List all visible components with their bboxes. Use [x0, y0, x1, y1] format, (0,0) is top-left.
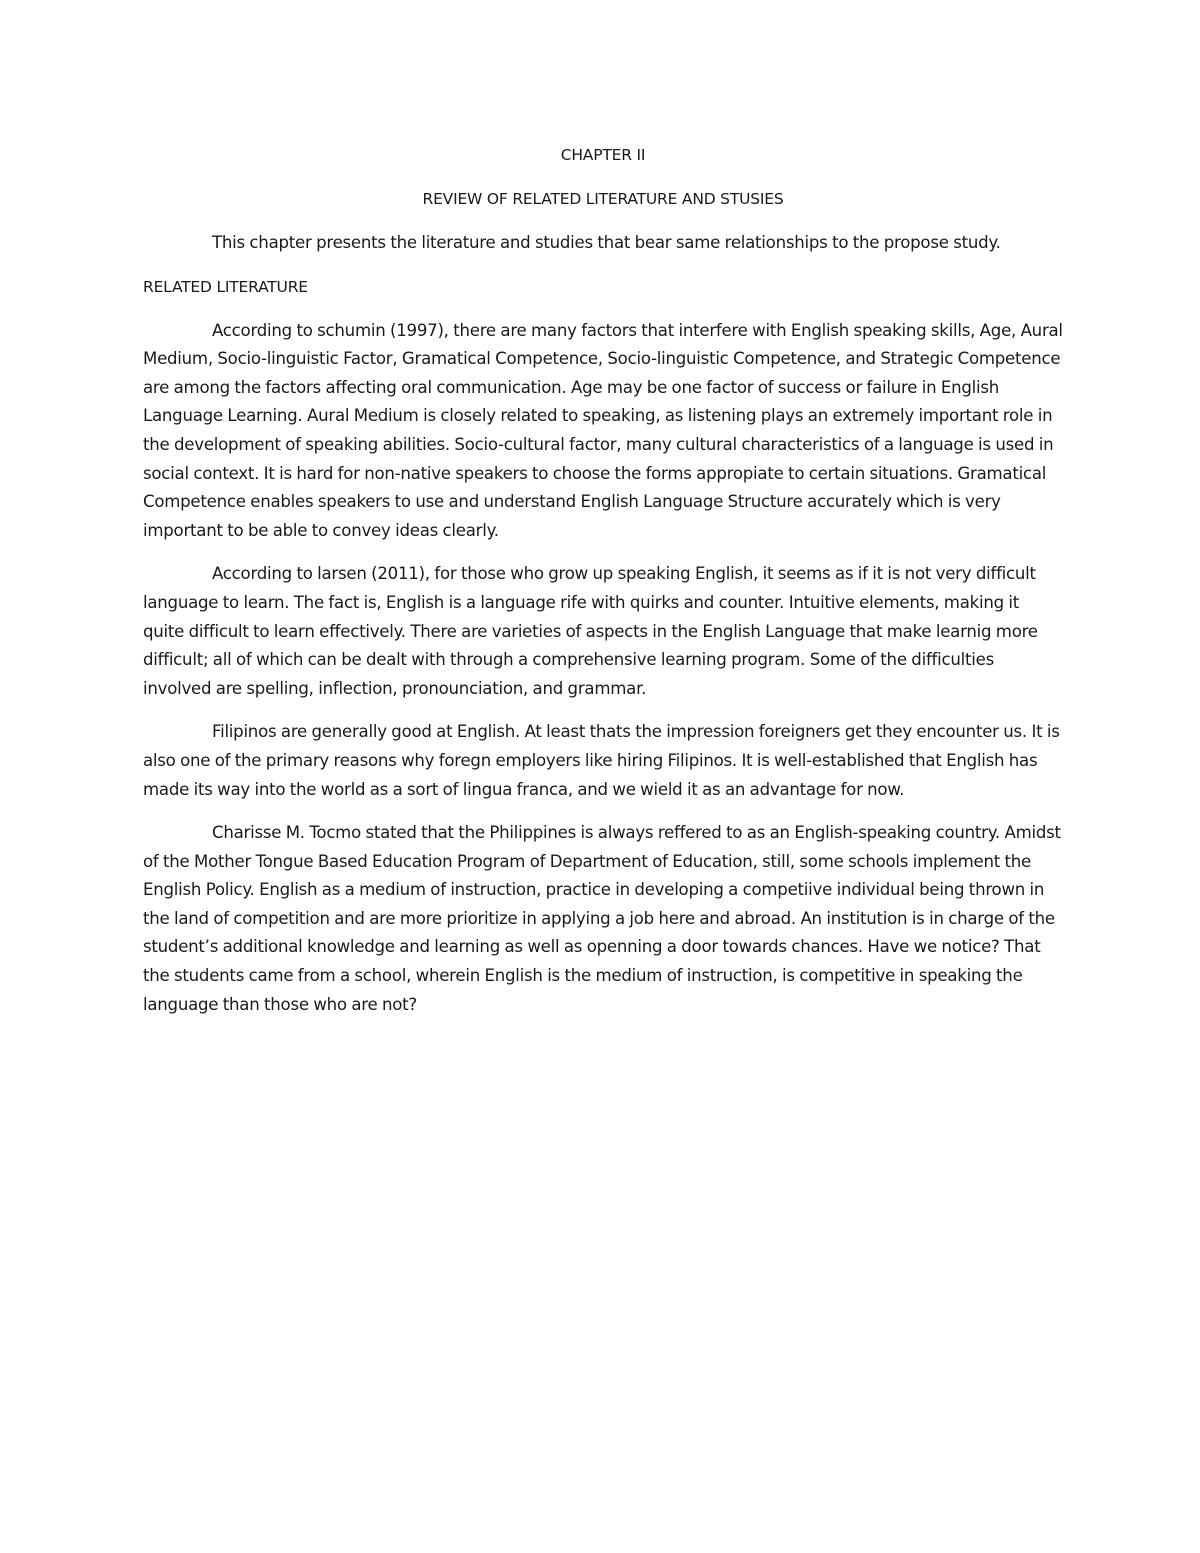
paragraph-tocmo: Charisse M. Tocmo stated that the Philippines is always reffered to as an English-speaking country. Amidst of the Mother Tongue Based Education Program of Department of Education, still, some schools implement the English Policy. English as a medium of instruction, practice in developing a competiive individual being thrown in the land of competition and are more prioritize in applying a job here and abroad. An institution is in charge of the student’s additional knowledge and learning as well as openning a door towards chances. Have we notice? That the students came from a school, wherein English is the medium of instruction, is competitive in speaking the language than those who are not?: [143, 823, 1061, 1014]
paragraph-schumin: According to schumin (1997), there are many factors that interfere with English speaking skills, Age, Aural Medium, Socio-linguistic Factor, Gramatical Competence, Socio-linguistic Competence, and Strategic Competence are among the factors affecting oral communication. Age may be one factor of success or failure in English Language Learning. Aural Medium is closely related to speaking, as listening plays an extremely important role in the development of speaking abilities. Socio-cultural factor, many cultural characteristics of a language is used in social context. It is hard for non-native speakers to choose the forms appropiate to certain situations. Gramatical Competence enables speakers to use and understand English Language Structure accurately which is very important to be able to convey ideas clearly.: [143, 320, 1063, 540]
chapter-label: CHAPTER II: [560, 146, 646, 164]
document-content: [143, 141, 1063, 1034]
paragraph-filipinos: Filipinos are generally good at English. At least thats the impression foreigners get they encounter us. It is also one of the primary reasons why foregn employers like hiring Filipinos. It is well-established that English has made its way into the world as a sort of lingua franca, and we wield it as an advantage for now.: [143, 722, 1060, 799]
intro-paragraph: This chapter presents the literature and studies that bear same relationships to the propose study.: [212, 233, 1001, 252]
chapter-title: REVIEW OF RELATED LITERATURE AND STUSIES: [422, 190, 784, 208]
paragraph-larsen: According to larsen (2011), for those who grow up speaking English, it seems as if it is not very difficult language to learn. The fact is, English is a language rife with quirks and counter. Intuitive elements, making it quite difficult to learn effectively. There are varieties of aspects in the English Language that make learnig more difficult; all of which can be dealt with through a comprehensive learning program. Some of the difficulties involved are spelling, inflection, pronounciation, and grammar.: [143, 564, 1038, 698]
section-heading: RELATED LITERATURE: [143, 277, 308, 296]
